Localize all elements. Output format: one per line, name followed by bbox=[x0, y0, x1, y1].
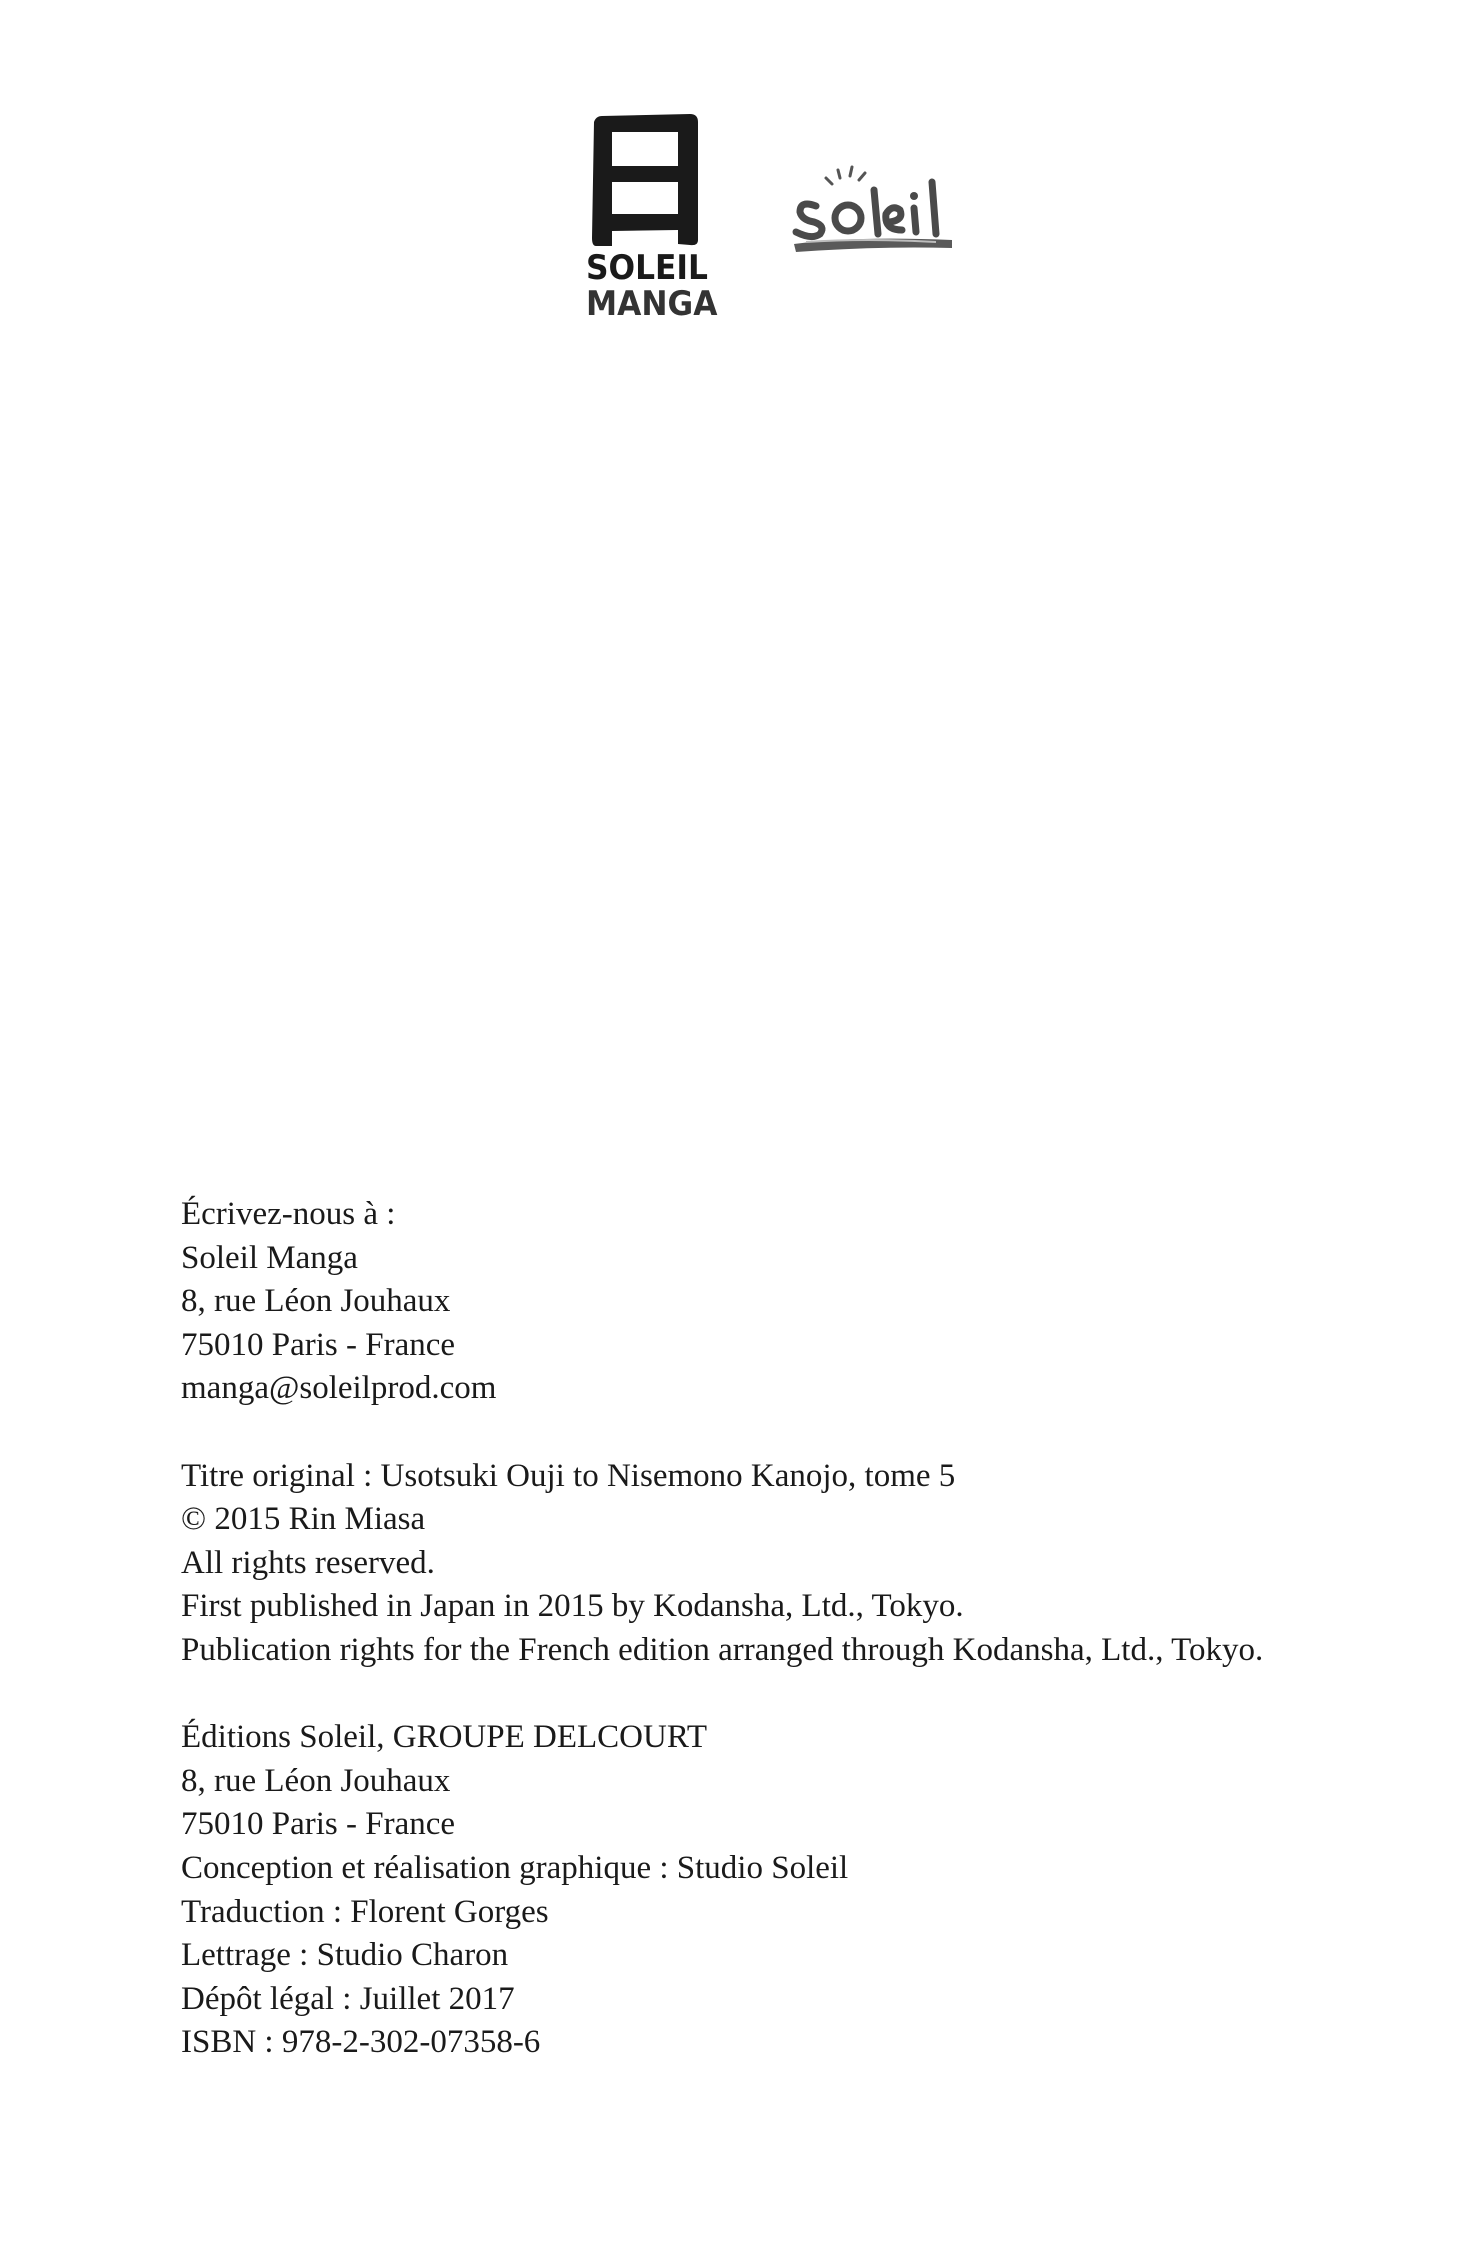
first-published: First published in Japan in 2015 by Kodansha, Ltd., Tokyo. bbox=[181, 1588, 964, 1625]
graphic-design: Conception et réalisation graphique : Studio Soleil bbox=[181, 1849, 849, 1886]
logo-word-soleil: SOLEIL bbox=[586, 248, 709, 288]
contact-city: 75010 Paris - France bbox=[181, 1326, 456, 1363]
translation: Traduction : Florent Gorges bbox=[181, 1893, 549, 1930]
legal-deposit: Dépôt légal : Juillet 2017 bbox=[181, 1980, 515, 2017]
publisher-street: 8, rue Léon Jouhaux bbox=[181, 1762, 451, 1799]
copyright: © 2015 Rin Miasa bbox=[181, 1501, 426, 1538]
soleil-brush-logo-icon bbox=[786, 160, 956, 260]
rights-block bbox=[181, 1455, 1431, 1673]
isbn: ISBN : 978-2-302-07358-6 bbox=[181, 2024, 541, 2061]
logo-area bbox=[0, 0, 1478, 360]
contact-street: 8, rue Léon Jouhaux bbox=[181, 1283, 451, 1320]
lettering: Lettrage : Studio Charon bbox=[181, 1937, 509, 1974]
original-title: Titre original : Usotsuki Ouji to Nisemono Kanojo, tome 5 bbox=[181, 1457, 956, 1494]
publisher-block bbox=[181, 1716, 1431, 2065]
colophon bbox=[181, 1193, 1431, 2108]
contact-heading: Écrivez-nous à : bbox=[181, 1196, 396, 1232]
publication-rights: Publication rights for the French edition arranged through Kodansha, Ltd., Tokyo. bbox=[181, 1631, 1264, 1668]
rights-reserved: All rights reserved. bbox=[181, 1544, 435, 1581]
soleil-logo bbox=[786, 160, 956, 260]
publisher-name: Éditions Soleil, GROUPE DELCOURT bbox=[181, 1719, 708, 1756]
publisher-city: 75010 Paris - France bbox=[181, 1806, 456, 1843]
logo-word-manga: MANGA bbox=[586, 284, 718, 324]
soleil-manga-logo bbox=[586, 110, 716, 322]
contact-block bbox=[181, 1193, 1431, 1411]
hi-kanji-icon bbox=[586, 110, 706, 250]
contact-email: manga@soleilprod.com bbox=[181, 1370, 497, 1407]
contact-name: Soleil Manga bbox=[181, 1239, 358, 1276]
